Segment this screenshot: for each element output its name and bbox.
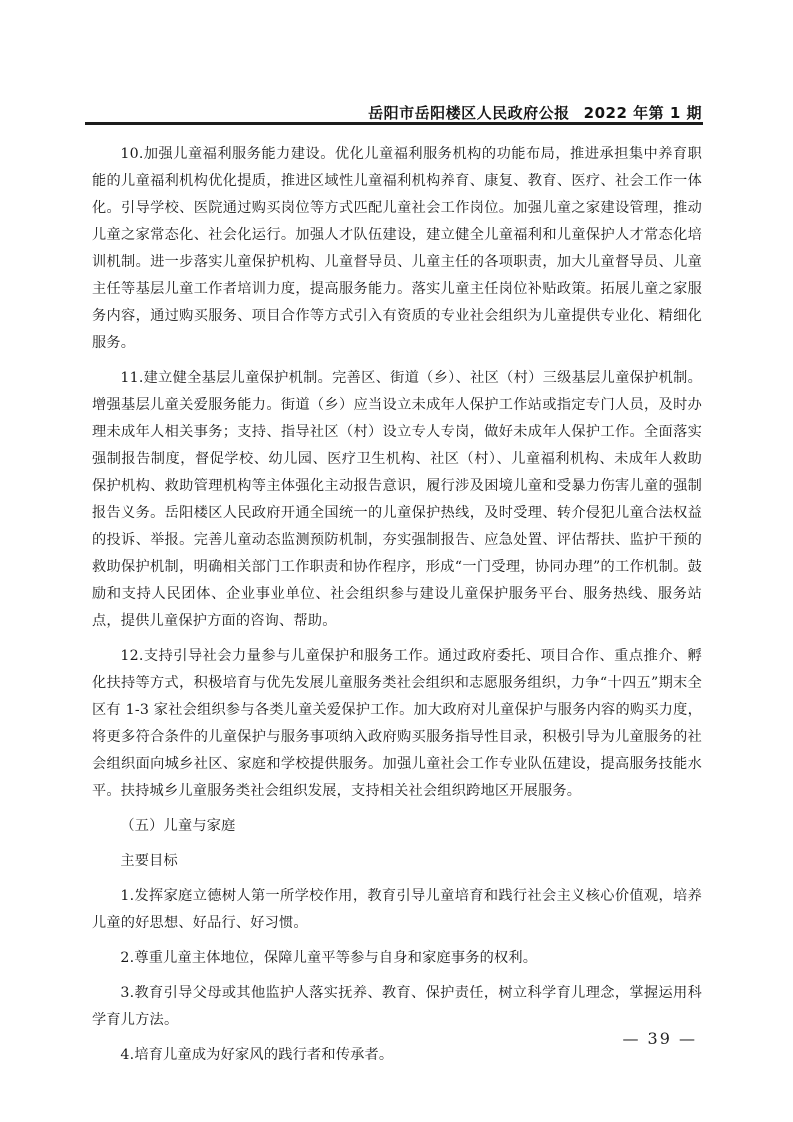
page-header [0, 102, 702, 123]
header-rule [85, 122, 703, 125]
issue-number: 2022 年第 1 期 [583, 104, 702, 122]
subsection-heading: 主要目标 [120, 853, 178, 869]
section-heading: （五）儿童与家庭 [120, 818, 236, 834]
goal-item-1: 1.发挥家庭立德树人第一所学校作用，教育引导儿童培育和践行社会主义核心价值观，培养儿童的好思想、好品行、好习惯。 [92, 888, 702, 931]
goal-item-2: 2.尊重儿童主体地位，保障儿童平等参与自身和家庭事务的权利。 [120, 950, 538, 966]
page-number: — 39 — [622, 1029, 697, 1048]
goal-item-4: 4.培育儿童成为好家风的践行者和传承者。 [120, 1047, 394, 1063]
paragraph-12: 12.支持引导社会力量参与儿童保护和服务工作。通过政府委托、项目合作、重点推介、孵化扶持等方式，积极培育与优先发展儿童服务类社会组织和志愿服务组织，力争“十四五”期末全区有 1-3 家社会组织参与各类儿童关爱保护工作。加大政府对儿童保护与服务内容的购买力度，将更多符合条件的儿童保护与服务事项纳入政府购买服务指导性目录，积极引导为儿童服务的社会组织面向城乡社区、家庭和学校提供服务。加强儿童社会工作专业队伍建设，提高服务技能水平。扶持城乡儿童服务类社会组织发展，支持相关社会组织跨地区开展服务。 [92, 648, 702, 799]
paragraph-10: 10.加强儿童福利服务能力建设。优化儿童福利服务机构的功能布局，推进承担集中养育职能的儿童福利机构优化提质，推进区域性儿童福利机构养育、康复、教育、医疗、社会工作一体化。引导学校、医院通过购买岗位等方式匹配儿童社会工作岗位。加强儿童之家建设管理，推动儿童之家常态化、社会化运行。加强人才队伍建设，建立健全儿童福利和儿童保护人才常态化培训机制。进一步落实儿童保护机构、儿童督导员、儿童主任的各项职责，加大儿童督导员、儿童主任等基层儿童工作者培训力度，提高服务能力。落实儿童主任岗位补贴政策。拓展儿童之家服务内容，通过购买服务、项目合作等方式引入有资质的专业社会组织为儿童提供专业化、精细化服务。 [92, 146, 702, 351]
gazette-title: 岳阳市岳阳楼区人民政府公报 [368, 104, 570, 122]
goal-item-3: 3.教育引导父母或其他监护人落实抚养、教育、保护责任，树立科学育儿理念，掌握运用科学育儿方法。 [92, 985, 702, 1028]
paragraph-11: 11.建立健全基层儿童保护机制。完善区、街道（乡）、社区（村）三级基层儿童保护机制。增强基层儿童关爱服务能力。街道（乡）应当设立未成年人保护工作站或指定专门人员，及时办理未成年人相关事务；支持、指导社区（村）设立专人专岗，做好未成年人保护工作。全面落实强制报告制度，督促学校、幼儿园、医疗卫生机构、社区（村）、儿童福利机构、未成年人救助保护机构、救助管理机构等主体强化主动报告意识，履行涉及困境儿童和受暴力伤害儿童的强制报告义务。岳阳楼区人民政府开通全国统一的儿童保护热线，及时受理、转介侵犯儿童合法权益的投诉、举报。完善儿童动态监测预防机制，夯实强制报告、应急处置、评估帮扶、监护干预的救助保护机制，明确相关部门工作职责和协作程序，形成“一门受理，协同办理”的工作机制。鼓励和支持人民团体、企业事业单位、社会组织参与建设儿童保护服务平台、服务热线、服务站点，提供儿童保护方面的咨询、帮助。 [92, 370, 702, 629]
document-body [92, 141, 702, 1077]
